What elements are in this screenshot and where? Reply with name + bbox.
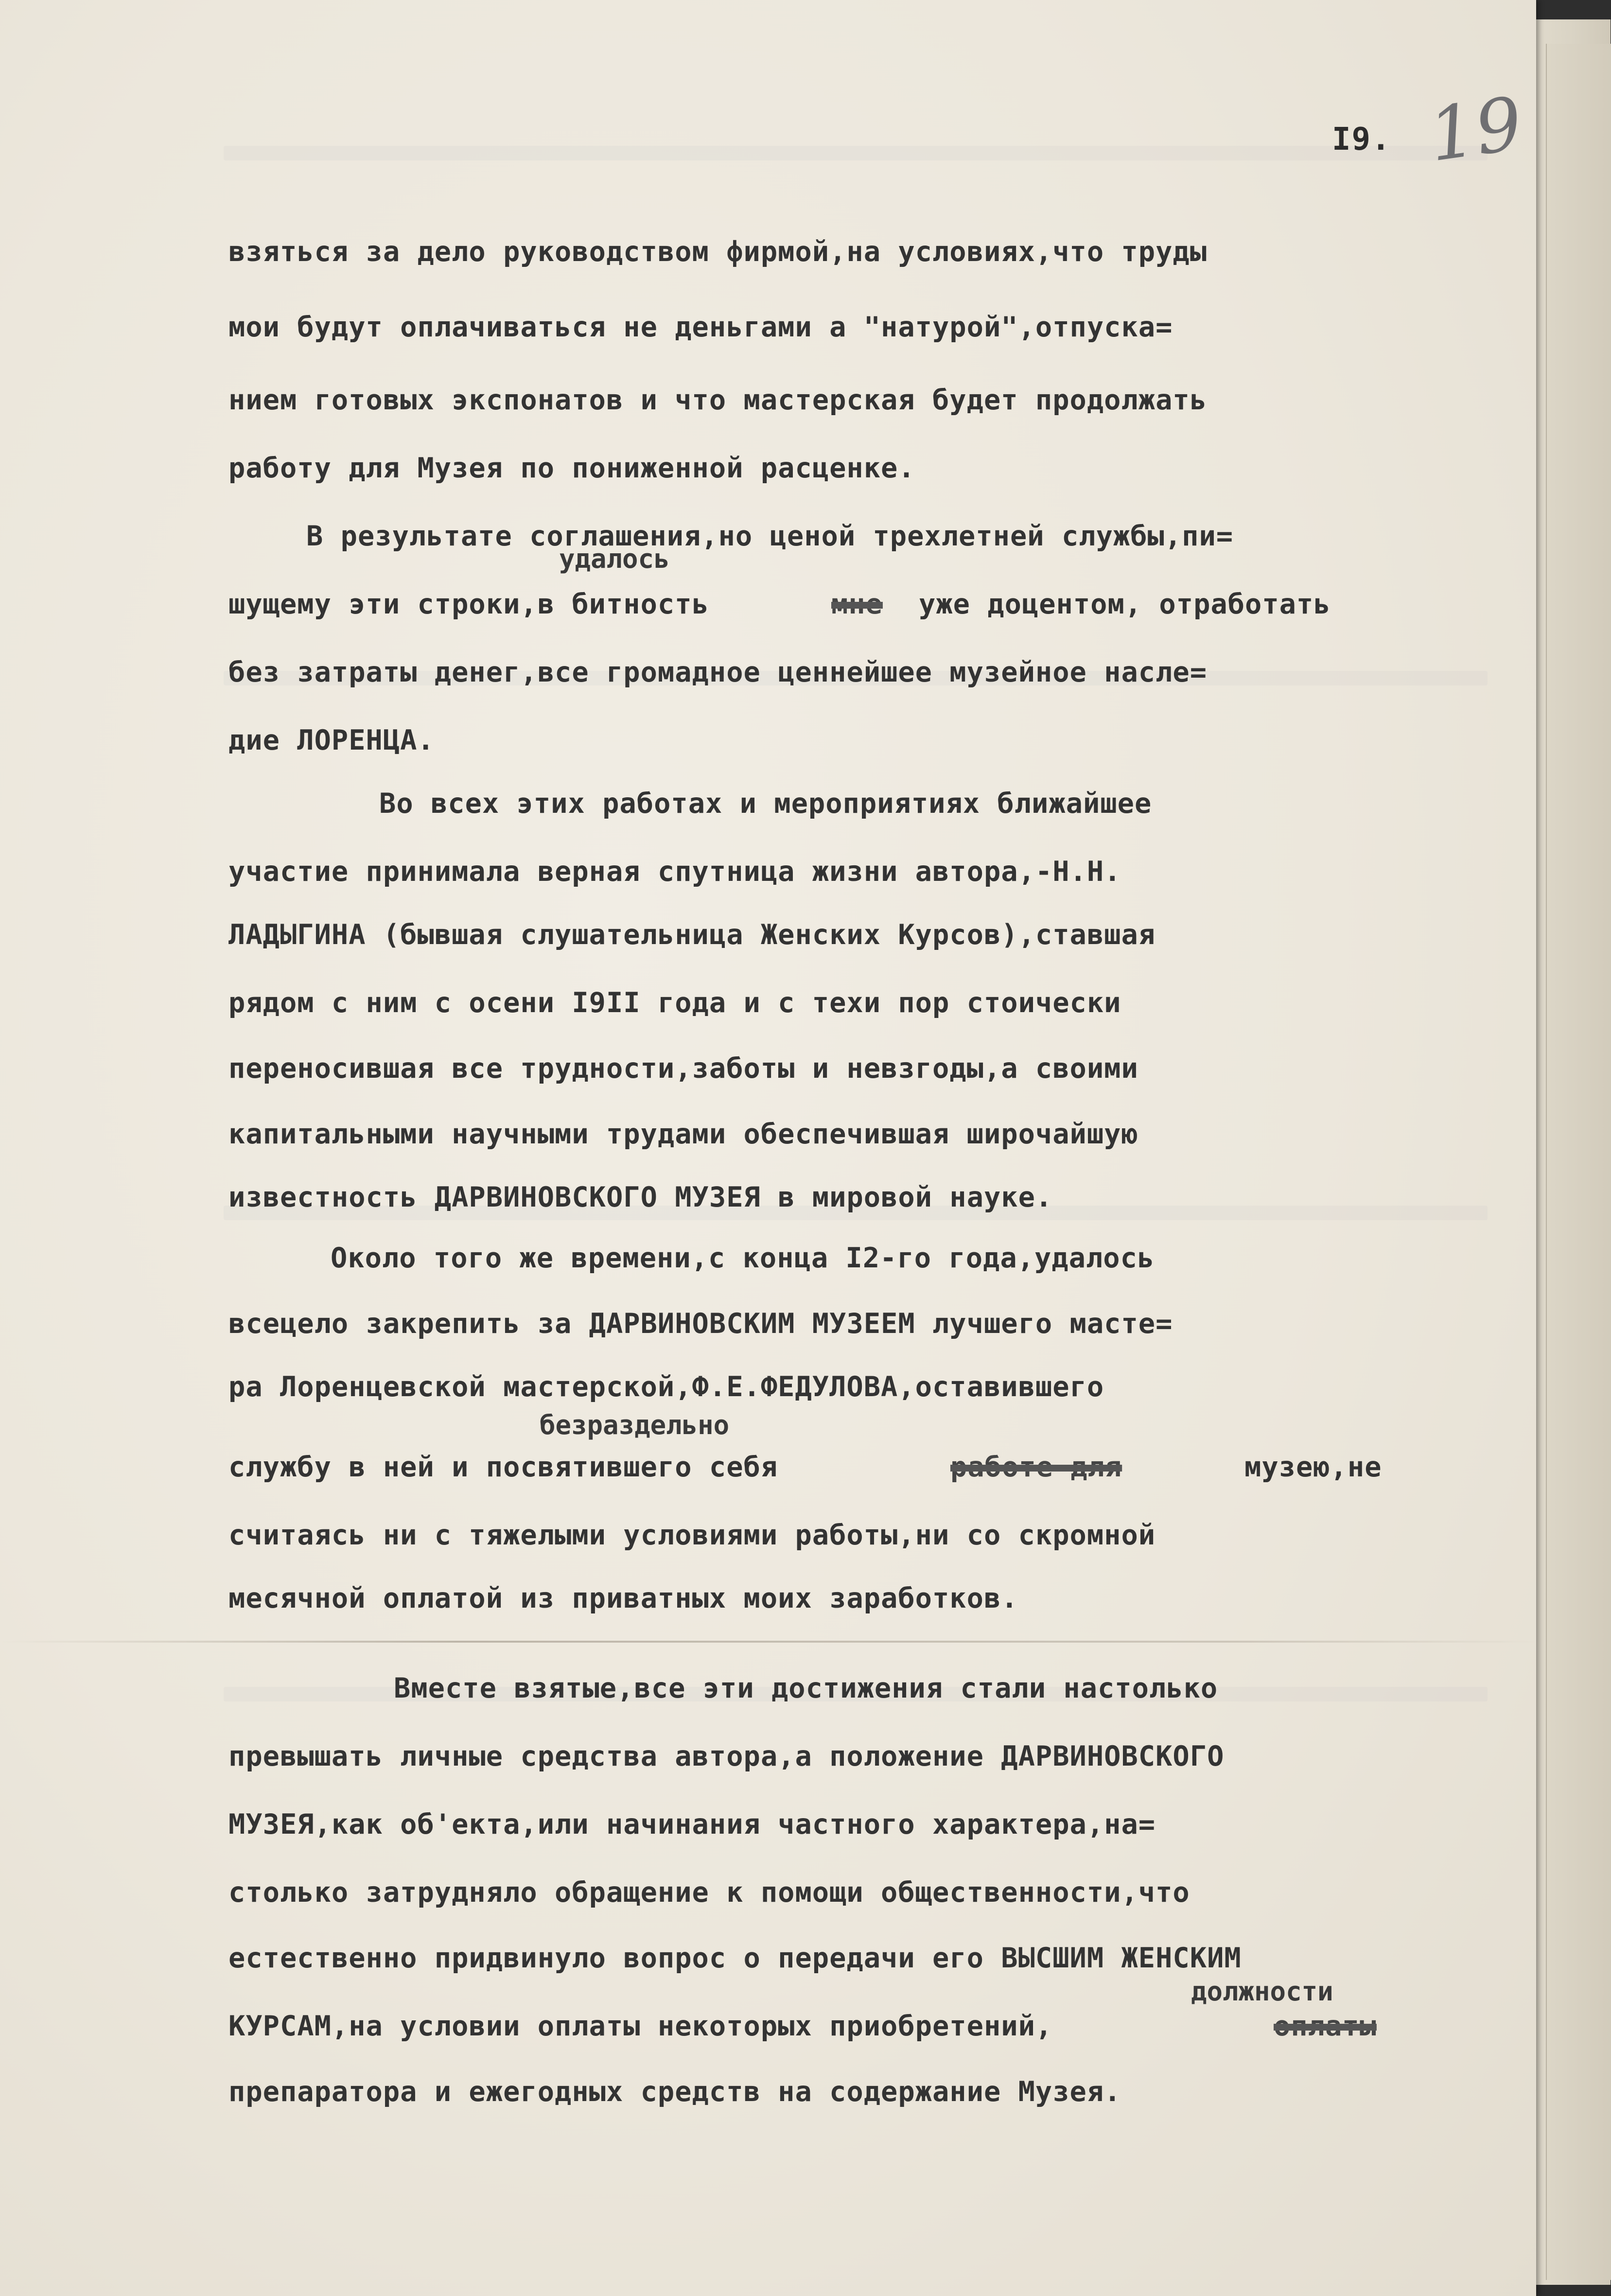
text-line: участие принимала верная спутница жизни автора,-Н.Н. [228,856,1121,888]
text-line: взяться за дело руководством фирмой,на условиях,что труды [228,236,1208,268]
text-line: мои будут оплачиваться не деньгами а "натурой",отпуска= [228,311,1173,343]
text-line: работу для Музея по пониженной расценке. [228,452,915,484]
text-line: всецело закрепить за ДАРВИНОВСКИМ МУЗЕЕМ лучшего масте= [228,1308,1173,1340]
text-line: столько затрудняло обращение к помощи общественности,что [228,1876,1190,1909]
handwritten-folio-number: 19 [1423,81,1528,178]
text-line: Вместе взятые,все эти достижения стали настолько [394,1672,1218,1704]
text-line: переносившая все трудности,заботы и невзгоды,а своими [228,1052,1138,1085]
text-line: естественно придвинуло вопрос о передачи его ВЫСШИМ ЖЕНСКИМ [228,1942,1242,1974]
text-line: без затраты денег,все громадное ценнейшее музейное насле= [228,656,1208,688]
typed-insertion: должности [1191,1976,1333,2007]
text-line: нием готовых экспонатов и что мастерская будет продолжать [228,384,1208,416]
text-line: КУРСАМ,на условии оплаты некоторых приобретений, [228,2010,1053,2042]
struck-out-word: мне [831,588,883,620]
text-line: МУЗЕЯ,как об'екта,или начинания частного характера,на= [228,1808,1156,1840]
underlying-sheet-2 [1546,44,1611,2280]
typed-insertion: удалось [559,543,670,574]
show-through [224,146,1488,160]
struck-out-word: оплаты [1274,2010,1377,2042]
text-line: превышать личные средства автора,а положение ДАРВИНОВСКОГО [228,1740,1225,1772]
text-line: ЛАДЫГИНА (бывшая слушательница Женских Курсов),ставшая [228,919,1156,951]
text-line: месячной оплатой из приватных моих заработков. [228,1582,1018,1614]
text-line: известность ДАРВИНОВСКОГО МУЗЕЯ в мировой науке. [228,1181,1053,1213]
typed-insertion: безраздельно [540,1410,730,1440]
text-line: рядом с ним с осени I9II года и с техи пор стоически [228,987,1121,1019]
text-line: считаясь ни с тяжелыми условиями работы,ни со скромной [228,1519,1156,1551]
text-line: музею,не [1244,1451,1382,1483]
page-number: I9. [1332,122,1391,158]
text-line: Около того же времени,с конца I2-го года,удалось [331,1242,1155,1274]
text-line: службу в ней и посвятившего себя [228,1451,778,1483]
text-line: В результате соглашения,но ценой трехлетней службы,пи= [306,520,1234,552]
text-line: дие ЛОРЕНЦА. [228,724,435,756]
text-line: капитальными научными трудами обеспечившая широчайшую [228,1118,1138,1150]
text-line: Во всех этих работах и мероприятиях ближайшее [379,788,1152,820]
text-line: уже доцентом, отработать [919,588,1331,620]
text-line: препаратора и ежегодных средств на содержание Музея. [228,2076,1121,2108]
paper-fold-line [0,1641,1536,1643]
text-line: шущему эти строки,в битность [228,588,709,620]
text-line: ра Лоренцевской мастерской,Ф.Е.ФЕДУЛОВА,оставившего [228,1371,1104,1403]
struck-out-word: работе для [950,1451,1122,1483]
